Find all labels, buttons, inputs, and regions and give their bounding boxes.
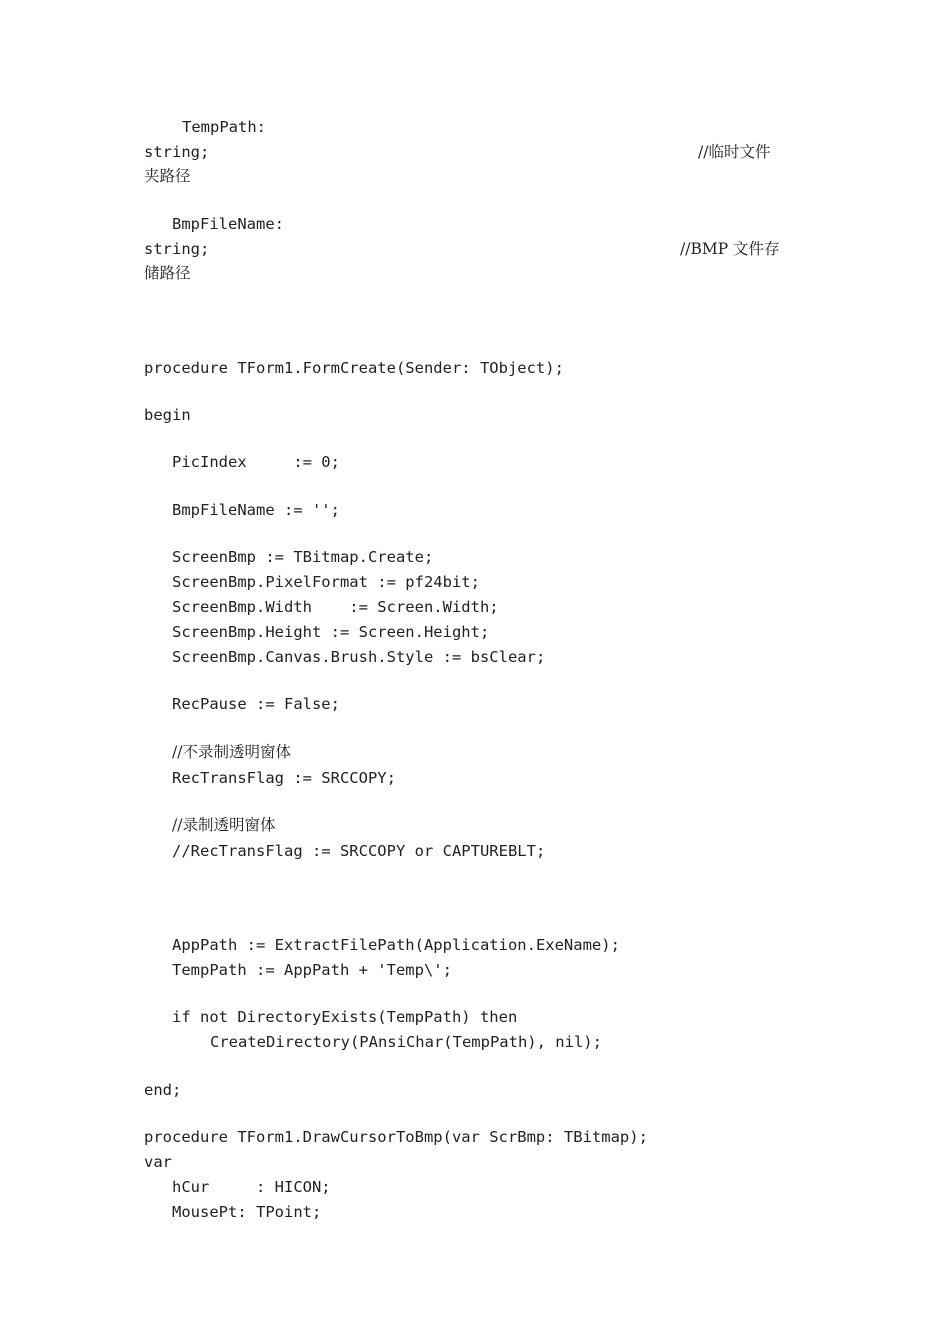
code-line: CreateDirectory(PAnsiChar(TempPath), nil); xyxy=(210,1033,602,1051)
code-line: TempPath: xyxy=(182,118,266,136)
code-line: hCur : HICON; xyxy=(172,1178,331,1196)
code-line: string; xyxy=(144,143,210,161)
code-line: TempPath := AppPath + 'Temp\'; xyxy=(172,961,452,979)
code-line: //RecTransFlag := SRCCOPY or CAPTUREBLT; xyxy=(172,842,546,860)
code-line: ScreenBmp.Height := Screen.Height; xyxy=(172,623,490,641)
code-line: ScreenBmp.PixelFormat := pf24bit; xyxy=(172,573,480,591)
code-line: AppPath := ExtractFilePath(Application.ExeName); xyxy=(172,936,620,954)
code-line: PicIndex := 0; xyxy=(172,453,340,471)
code-line: string; xyxy=(144,240,210,258)
code-line: BmpFileName: xyxy=(172,215,284,233)
code-line: var xyxy=(144,1153,172,1171)
code-comment: //录制透明窗体 xyxy=(172,816,276,834)
code-line: procedure TForm1.FormCreate(Sender: TObject); xyxy=(144,359,564,377)
code-line: ScreenBmp := TBitmap.Create; xyxy=(172,548,434,566)
code-line: if not DirectoryExists(TempPath) then xyxy=(172,1008,518,1026)
code-line: begin xyxy=(144,406,191,424)
code-line: ScreenBmp.Width := Screen.Width; xyxy=(172,598,499,616)
code-line: RecTransFlag := SRCCOPY; xyxy=(172,769,396,787)
code-line: procedure TForm1.DrawCursorToBmp(var ScrBmp: TBitmap); xyxy=(144,1128,648,1146)
code-comment: //临时文件 xyxy=(698,143,771,161)
code-comment: //BMP 文件存 xyxy=(680,240,780,258)
code-comment: //不录制透明窗体 xyxy=(172,743,291,761)
code-line: BmpFileName := ''; xyxy=(172,501,340,519)
code-line: RecPause := False; xyxy=(172,695,340,713)
code-line: MousePt: TPoint; xyxy=(172,1203,322,1221)
code-line: ScreenBmp.Canvas.Brush.Style := bsClear; xyxy=(172,648,546,666)
code-comment-continued: 储路径 xyxy=(144,264,191,282)
code-line: end; xyxy=(144,1081,182,1099)
code-comment-continued: 夹路径 xyxy=(144,167,191,185)
